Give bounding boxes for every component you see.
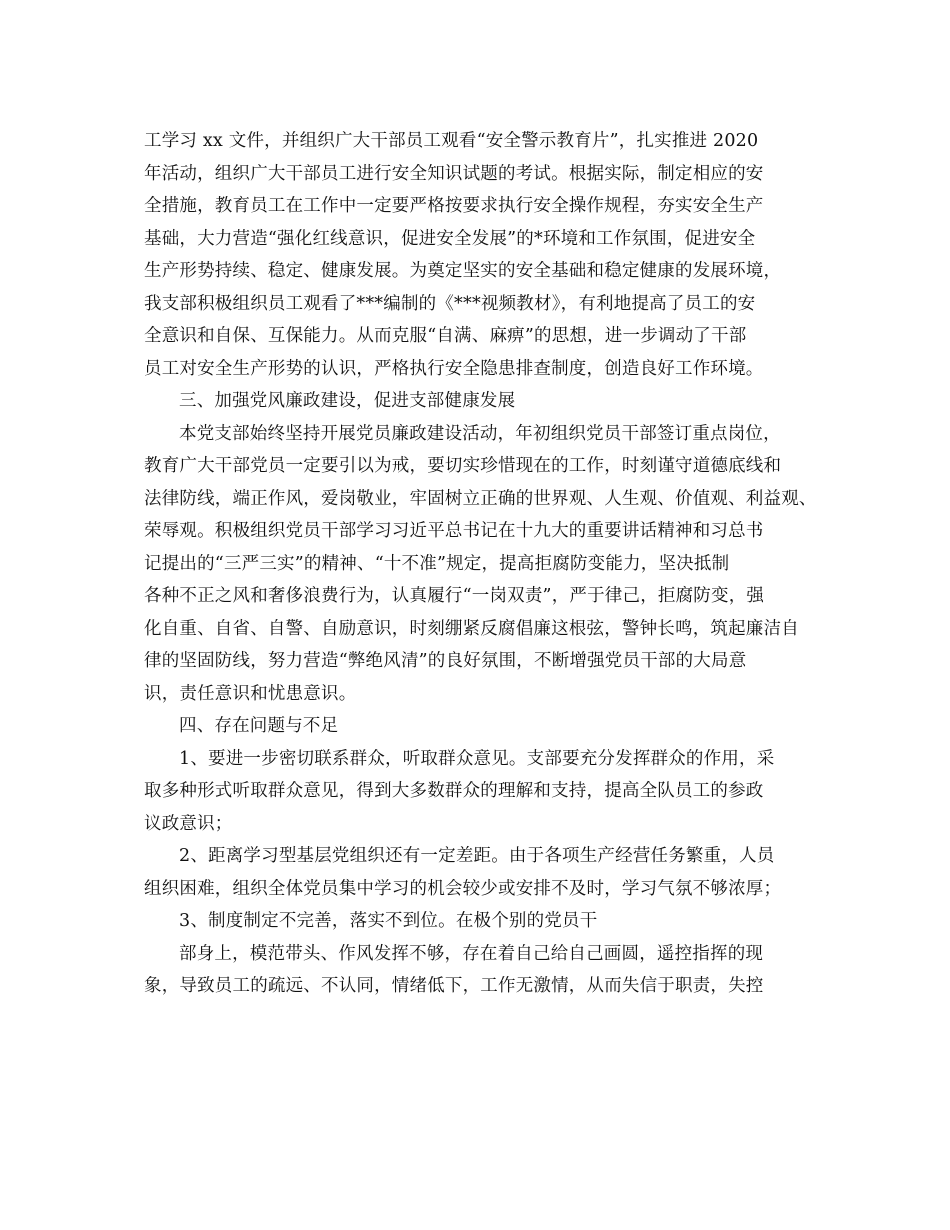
- body-line: 员工对安全生产形势的认识，严格执行安全隐患排查制度，创造良好工作环境。: [144, 358, 764, 379]
- body-line: 2、距离学习型基层党组织还有一定差距。由于各项生产经营任务繁重，人员: [179, 846, 775, 866]
- body-line: 取多种形式听取群众意见，得到大多数群众的理解和支持，提高全队员工的参政: [144, 781, 764, 801]
- body-line: 3、制度制定不完善，落实不到位。在极个别的党员干: [179, 911, 598, 931]
- body-line: 1、要进一步密切联系群众，听取群众意见。支部要充分发挥群众的作用，采: [179, 748, 775, 769]
- body-line: 议政意识；: [144, 813, 233, 834]
- body-line: 荣辱观。积极组织党员干部学习习近平总书记在十九大的重要讲话精神和习总书: [144, 521, 764, 541]
- body-line: 教育广大干部党员一定要引以为戒，要切实珍惜现在的工作，时刻谨守道德底线和: [144, 456, 782, 476]
- body-line: 工学习 xx 文件，并组织广大干部员工观看“安全警示教育片”，扎实推进 2020: [144, 131, 759, 151]
- body-line: 全措施，教育员工在工作中一定要严格按要求执行安全操作规程，夯实安全生产: [144, 196, 764, 216]
- body-line: 生产形势持续、稳定、健康发展。为奠定坚实的安全基础和稳定健康的发展环境，: [144, 261, 782, 281]
- body-line: 化自重、自省、自警、自励意识，时刻绷紧反腐倡廉这根弦，警钟长鸣，筑起廉洁自: [144, 618, 799, 639]
- section-heading: 三、加强党风廉政建设，促进支部健康发展: [179, 391, 516, 411]
- document-body: [144, 125, 824, 1003]
- body-line: 识，责任意识和忧患意识。: [144, 683, 357, 704]
- body-line: 各种不正之风和奢侈浪费行为，认真履行“一岗双责”，严于律己，拒腐防变，强: [144, 586, 765, 606]
- body-line: 记提出的“三严三实”的精神、“十不准”规定，提高拒腐防变能力，坚决抵制: [144, 553, 730, 574]
- section-heading: 四、存在问题与不足: [179, 716, 339, 736]
- body-line: 象，导致员工的疏远、不认同，情绪低下，工作无激情，从而失信于职责，失控: [144, 976, 764, 996]
- body-line: 部身上，模范带头、作风发挥不够，存在着自己给自己画圆，遥控指挥的现: [179, 943, 764, 964]
- body-line: 我支部积极组织员工观看了***编制的《***视频教材》，有利地提高了员工的安: [144, 293, 756, 314]
- body-line: 全意识和自保、互保能力。从而克服“自满、麻痹”的思想，进一步调动了干部: [144, 326, 747, 346]
- body-line: 本党支部始终坚持开展党员廉政建设活动，年初组织党员干部签订重点岗位，: [179, 423, 781, 444]
- body-line: 基础，大力营造“强化红线意识，促进安全发展”的*环境和工作氛围，促进安全: [144, 228, 756, 249]
- body-line: 律的坚固防线，努力营造“弊绝风清”的良好氛围，不断增强党员干部的大局意: [144, 651, 747, 671]
- body-line: 法律防线，端正作风，爱岗敬业，牢固树立正确的世界观、人生观、价值观、利益观、: [144, 488, 817, 509]
- body-line: 组织困难，组织全体党员集中学习的机会较少或安排不及时，学习气氛不够浓厚；: [144, 878, 782, 899]
- body-line: 年活动，组织广大干部员工进行安全知识试题的考试。根据实际，制定相应的安: [144, 163, 764, 184]
